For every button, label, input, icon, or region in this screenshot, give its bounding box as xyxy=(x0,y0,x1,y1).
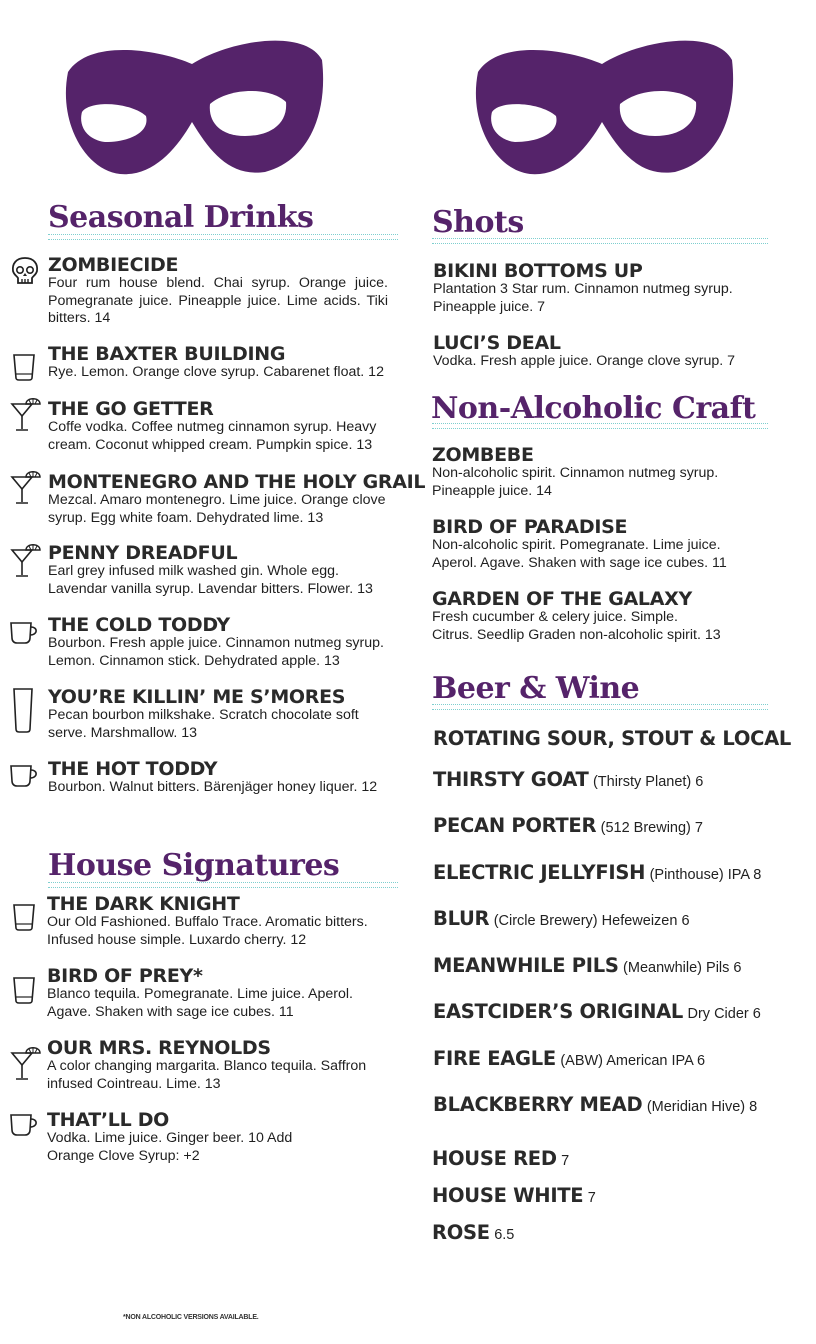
beer-name: ROTATING SOUR, STOUT & LOCAL xyxy=(433,727,792,750)
beer-detail: (512 Brewing) 7 xyxy=(600,820,703,836)
seasonal-heading: Seasonal Drinks xyxy=(48,200,314,235)
cocktail-glass-icon xyxy=(9,540,43,580)
item-name: LUCI’S DEAL xyxy=(433,332,561,354)
item-name: THAT’LL DO xyxy=(47,1109,170,1131)
signatures-rule xyxy=(48,882,398,888)
item-desc: Earl grey infused milk washed gin. Whole egg. Lavendar vanilla syrup. Lavendar bitters. Flower. 13 xyxy=(48,563,373,597)
beer-item xyxy=(433,907,690,933)
cocktail-glass-icon xyxy=(9,394,43,434)
beer-name: PECAN PORTER xyxy=(433,814,597,837)
seasonal-rule xyxy=(48,234,398,240)
menu-item-zombiecide xyxy=(48,255,388,328)
wine-price: 7 xyxy=(561,1153,570,1169)
wine-item xyxy=(432,1221,514,1247)
beer-name: BLUR xyxy=(433,907,490,930)
item-desc: Non-alcoholic spirit. Cinnamon nutmeg syrup. Pineapple juice. 14 xyxy=(432,465,719,499)
item-name: GARDEN OF THE GALAXY xyxy=(432,588,692,610)
menu-item-bird-of-paradise xyxy=(432,517,742,572)
nonalcoholic-heading: Non-Alcoholic Craft xyxy=(431,391,756,426)
item-name: BIKINI BOTTOMS UP xyxy=(433,260,643,282)
item-name: THE BAXTER BUILDING xyxy=(48,343,286,365)
beer-name: THIRSTY GOAT xyxy=(433,768,589,791)
item-name: BIRD OF PARADISE xyxy=(432,516,628,538)
wine-price: 6.5 xyxy=(494,1227,515,1243)
beer-item xyxy=(433,1093,757,1119)
item-desc: Plantation 3 Star rum. Cinnamon nutmeg syrup. Pineapple juice. 7 xyxy=(433,281,733,315)
tall-glass-icon xyxy=(11,686,35,734)
item-name: MONTENEGRO AND THE HOLY GRAIL xyxy=(48,471,426,493)
item-name: THE DARK KNIGHT xyxy=(47,893,240,915)
beer-item xyxy=(433,1047,705,1073)
beer-name: FIRE EAGLE xyxy=(433,1047,556,1070)
beer-item xyxy=(433,727,791,753)
beer-name: EASTCIDER’S ORIGINAL xyxy=(433,1000,684,1023)
menu-item-mrs-reynolds xyxy=(47,1038,392,1093)
wine-name: ROSE xyxy=(432,1221,490,1244)
rocks-glass-icon xyxy=(11,975,37,1005)
menu-item-smores xyxy=(48,687,393,742)
item-name: THE COLD TODDY xyxy=(48,614,230,636)
menu-item-dark-knight xyxy=(47,894,392,949)
mask-logo-right xyxy=(470,32,735,177)
item-desc: Four rum house blend. Chai syrup. Orange juice. Pomegranate juice. Pineapple juice. Lime acids. Tiki bitters. 14 xyxy=(48,275,388,326)
beerwine-heading: Beer & Wine xyxy=(432,671,640,706)
menu-item-thatll-do xyxy=(47,1110,307,1165)
beer-detail: (Meanwhile) Pils 6 xyxy=(623,960,742,976)
item-desc: Blanco tequila. Pomegranate. Lime juice. Aperol. Agave. Shaken with sage ice cubes. 11 xyxy=(47,986,354,1020)
item-desc: Rye. Lemon. Orange clove syrup. Cabarenet float. 12 xyxy=(48,364,384,380)
item-name: BIRD OF PREY* xyxy=(47,965,203,987)
menu-item-penny-dreadful xyxy=(48,543,393,598)
item-name: THE GO GETTER xyxy=(48,398,214,420)
beer-detail: (Circle Brewery) Hefeweizen 6 xyxy=(493,913,690,929)
item-desc: Our Old Fashioned. Buffalo Trace. Aromatic bitters. Infused house simple. Luxardo cherry. 12 xyxy=(47,914,368,948)
menu-item-montenegro xyxy=(48,471,426,527)
skull-icon xyxy=(9,255,41,287)
item-desc: Non-alcoholic spirit. Pomegranate. Lime juice. Aperol. Agave. Shaken with sage ice cubes. 11 xyxy=(432,537,727,571)
menu-item-garden-of-the-galaxy xyxy=(432,589,722,644)
menu-item-bikini-bottoms-up xyxy=(433,261,733,316)
menu-item-baxter-building xyxy=(48,344,393,382)
rocks-glass-icon xyxy=(11,352,37,382)
beer-item xyxy=(433,861,761,887)
item-desc: Pecan bourbon milkshake. Scratch chocolate soft serve. Marshmallow. 13 xyxy=(48,707,359,741)
beer-item xyxy=(433,768,703,794)
mug-icon xyxy=(8,620,40,646)
item-desc: Coffe vodka. Coffee nutmeg cinnamon syrup. Heavy cream. Coconut whipped cream. Pumpkin spice. 13 xyxy=(48,419,377,453)
cocktail-glass-icon xyxy=(9,467,43,507)
item-desc: Mezcal. Amaro montenegro. Lime juice. Orange clove syrup. Egg white foam. Dehydrated lime. 13 xyxy=(48,492,386,526)
shots-heading: Shots xyxy=(432,205,524,240)
menu-item-go-getter xyxy=(48,399,393,454)
item-name: PENNY DREADFUL xyxy=(48,542,238,564)
beer-detail: (ABW) American IPA 6 xyxy=(560,1053,706,1069)
menu-item-cold-toddy xyxy=(48,615,393,670)
nonalcoholic-rule xyxy=(432,423,768,429)
wine-name: HOUSE WHITE xyxy=(432,1184,584,1207)
beer-detail: (Thirsty Planet) 6 xyxy=(592,774,704,790)
mug-icon xyxy=(8,763,40,789)
item-desc: A color changing margarita. Blanco tequila. Saffron infused Cointreau. Lime. 13 xyxy=(47,1058,367,1092)
beer-name: MEANWHILE PILS xyxy=(433,954,619,977)
menu-item-lucis-deal xyxy=(433,333,773,371)
wine-item xyxy=(432,1184,596,1210)
item-name: THE HOT TODDY xyxy=(48,758,218,780)
menu-item-hot-toddy xyxy=(48,759,393,797)
wine-name: HOUSE RED xyxy=(432,1147,557,1170)
beer-detail: (Pinthouse) IPA 8 xyxy=(649,867,762,883)
menu-item-bird-of-prey xyxy=(47,966,392,1021)
wine-price: 7 xyxy=(587,1190,596,1206)
beer-detail: Dry Cider 6 xyxy=(687,1006,761,1022)
item-name: ZOMBIECIDE xyxy=(48,254,179,276)
beer-item xyxy=(433,1000,761,1026)
item-desc: Fresh cucumber & celery juice. Simple. Citrus. Seedlip Graden non-alcoholic spirit. 13 xyxy=(432,609,721,643)
menu-item-zombebe xyxy=(432,445,732,500)
item-desc: Bourbon. Fresh apple juice. Cinnamon nutmeg syrup. Lemon. Cinnamon stick. Dehydrated apple. 13 xyxy=(48,635,384,669)
beer-item xyxy=(433,814,703,840)
mask-logo-left xyxy=(60,32,325,177)
item-name: YOU’RE KILLIN’ ME S’MORES xyxy=(48,686,346,708)
signatures-heading: House Signatures xyxy=(48,848,340,883)
item-desc: Vodka. Lime juice. Ginger beer. 10 Add Orange Clove Syrup: +2 xyxy=(47,1130,293,1164)
beer-name: ELECTRIC JELLYFISH xyxy=(433,861,646,884)
item-desc: Bourbon. Walnut bitters. Bärenjäger honey liquer. 12 xyxy=(48,779,378,795)
mug-icon xyxy=(8,1112,40,1138)
item-name: ZOMBEBE xyxy=(432,444,534,466)
item-desc: Vodka. Fresh apple juice. Orange clove syrup. 7 xyxy=(433,353,736,369)
wine-item xyxy=(432,1147,569,1173)
beer-name: BLACKBERRY MEAD xyxy=(433,1093,643,1116)
footnote: *NON ALCOHOLIC VERSIONS AVAILABLE. xyxy=(123,1314,259,1321)
cocktail-glass-icon xyxy=(9,1043,43,1083)
beer-item xyxy=(433,954,742,980)
shots-rule xyxy=(432,238,768,244)
beer-detail: (Meridian Hive) 8 xyxy=(646,1099,758,1115)
beerwine-rule xyxy=(432,704,768,710)
rocks-glass-icon xyxy=(11,902,37,932)
item-name: OUR MRS. REYNOLDS xyxy=(47,1037,271,1059)
